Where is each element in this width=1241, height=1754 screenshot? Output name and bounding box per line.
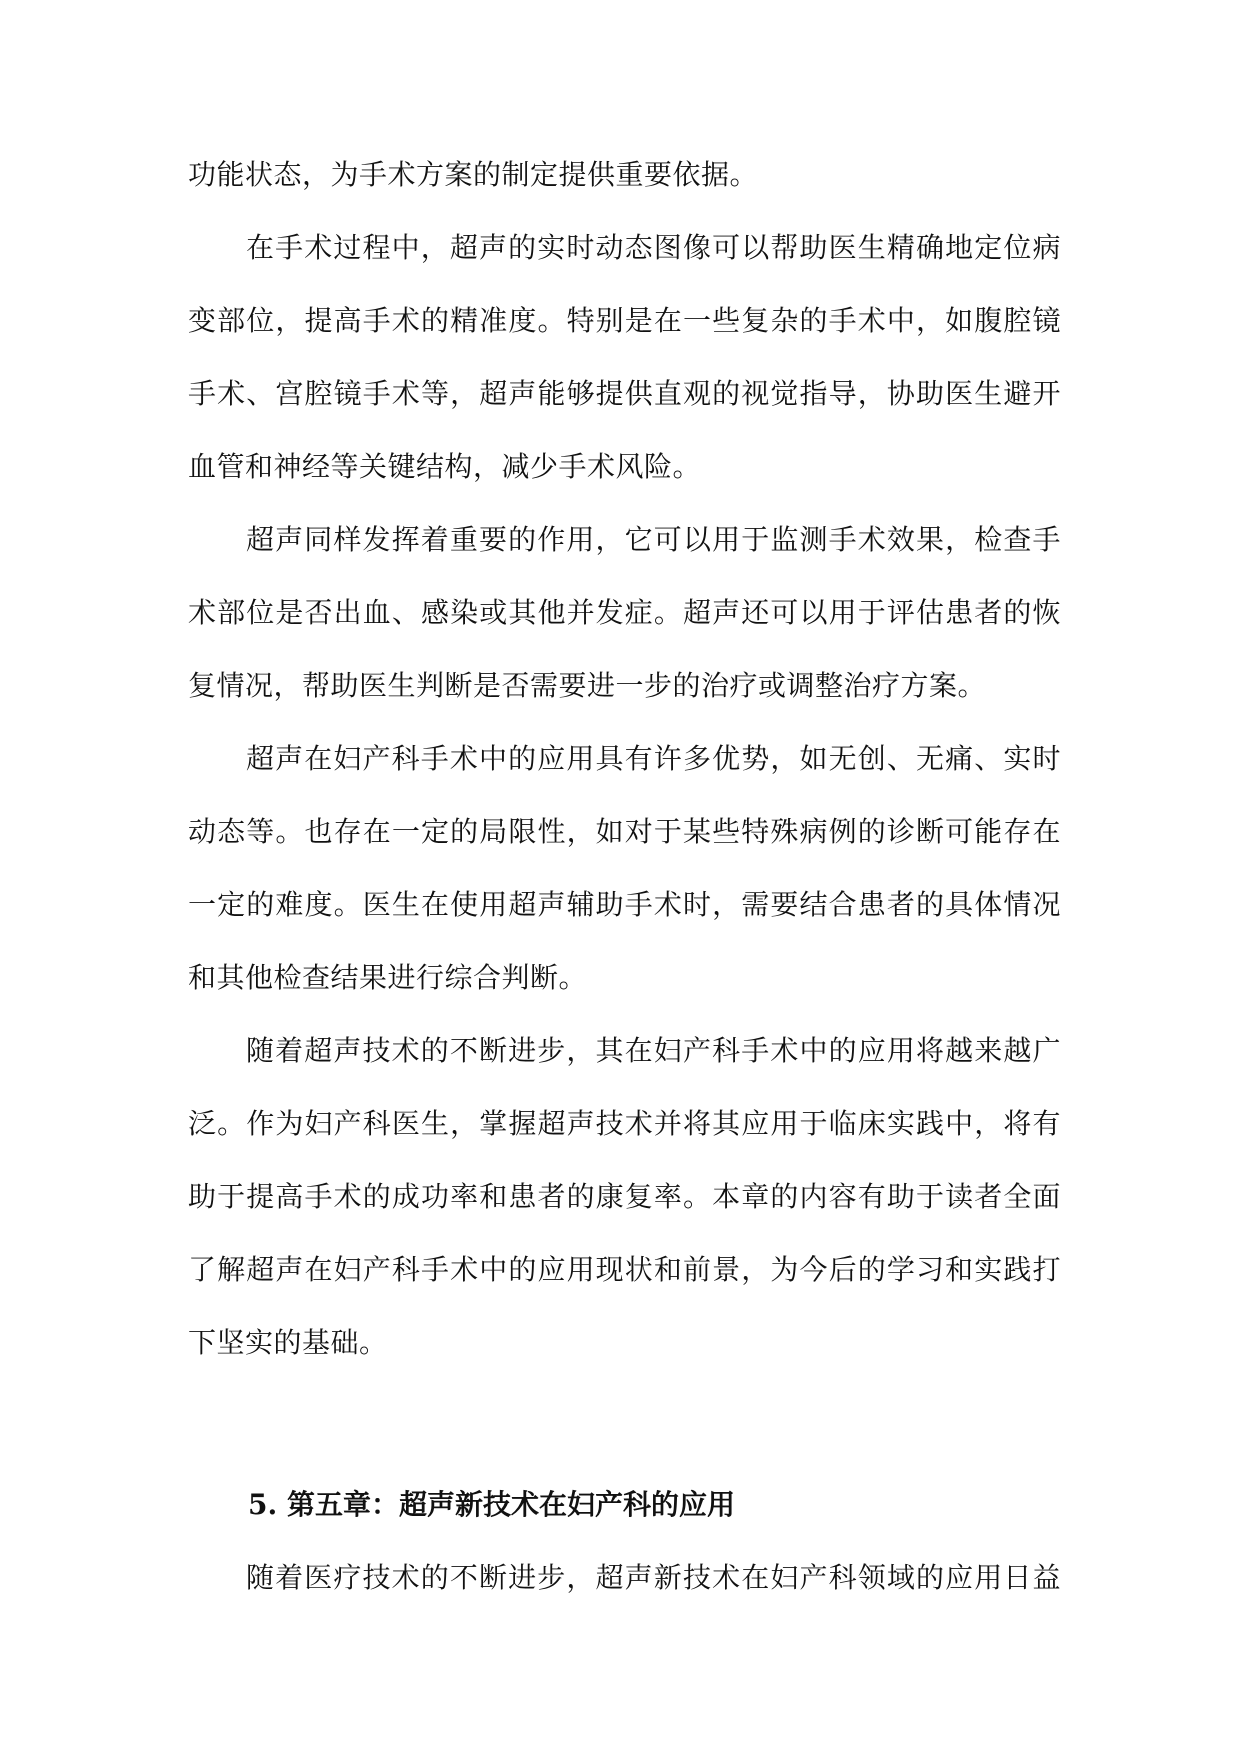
paragraph-line: 功能状态，为手术方案的制定提供重要依据。 bbox=[188, 158, 759, 191]
paragraph-line: 手术、宫腔镜手术等，超声能够提供直观的视觉指导，协助医生避开 bbox=[188, 377, 1061, 410]
paragraph-line: 和其他检查结果进行综合判断。 bbox=[188, 961, 588, 994]
paragraph-line: 超声在妇产科手术中的应用具有许多优势，如无创、无痛、实时 bbox=[246, 742, 1061, 775]
paragraph-line: 随着医疗技术的不断进步，超声新技术在妇产科领域的应用日益 bbox=[246, 1561, 1061, 1594]
paragraph-line: 随着超声技术的不断进步，其在妇产科手术中的应用将越来越广 bbox=[246, 1034, 1061, 1067]
paragraph-outlook bbox=[188, 1014, 1061, 1379]
paragraph-line: 变部位，提高手术的精准度。特别是在一些复杂的手术中，如腹腔镜 bbox=[188, 304, 1061, 337]
paragraph-continuation bbox=[188, 138, 1061, 211]
paragraph-line: 了解超声在妇产科手术中的应用现状和前景，为今后的学习和实践打 bbox=[188, 1253, 1061, 1286]
paragraph-postoperative bbox=[188, 503, 1061, 722]
paragraph-line: 术部位是否出血、感染或其他并发症。超声还可以用于评估患者的恢 bbox=[188, 596, 1061, 629]
paragraph-line: 下坚实的基础。 bbox=[188, 1326, 388, 1359]
paragraph-advantages bbox=[188, 722, 1061, 1014]
paragraph-line: 血管和神经等关键结构，减少手术风险。 bbox=[188, 450, 702, 483]
paragraph-line: 一定的难度。医生在使用超声辅助手术时，需要结合患者的具体情况 bbox=[188, 888, 1061, 921]
paragraph-intraoperative bbox=[188, 211, 1061, 503]
paragraph-line: 在手术过程中，超声的实时动态图像可以帮助医生精确地定位病 bbox=[246, 231, 1061, 264]
paragraph-line: 超声同样发挥着重要的作用，它可以用于监测手术效果，检查手 bbox=[246, 523, 1061, 556]
paragraph-line: 助于提高手术的成功率和患者的康复率。本章的内容有助于读者全面 bbox=[188, 1180, 1061, 1213]
paragraph-chapter-intro bbox=[188, 1541, 1061, 1614]
paragraph-line: 复情况，帮助医生判断是否需要进一步的治疗或调整治疗方案。 bbox=[188, 669, 987, 702]
paragraph-line: 动态等。也存在一定的局限性，如对于某些特殊病例的诊断可能存在 bbox=[188, 815, 1061, 848]
chapter-heading: 5. 第五章：超声新技术在妇产科的应用 bbox=[248, 1488, 735, 1521]
paragraph-line: 泛。作为妇产科医生，掌握超声技术并将其应用于临床实践中，将有 bbox=[188, 1107, 1061, 1140]
